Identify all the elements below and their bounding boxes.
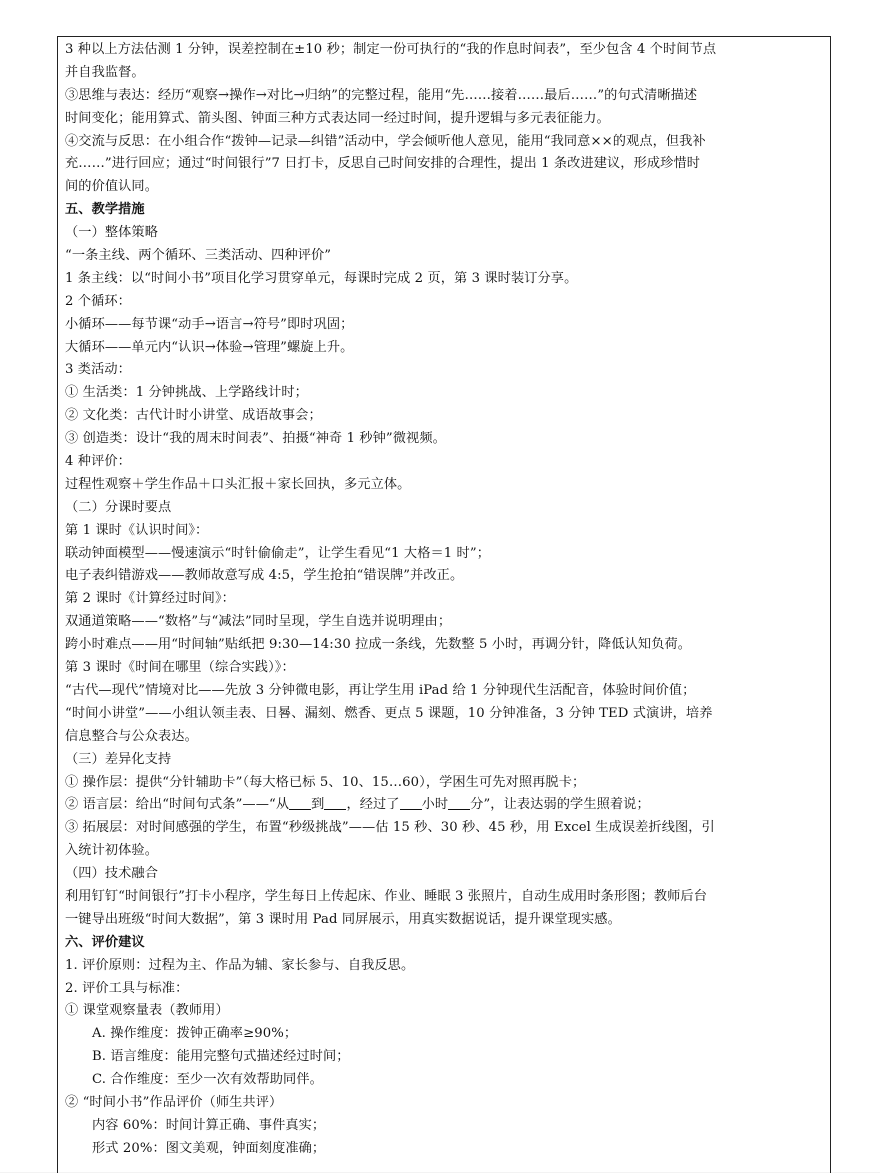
fill-in-blank <box>400 796 422 810</box>
text-line: 入统计初体验。 <box>65 843 159 859</box>
text-segment: ，经过了 <box>346 797 400 813</box>
text-line <box>65 794 825 817</box>
section-heading: 五、教学措施 <box>65 202 145 218</box>
text-line: 2 个循环： <box>65 293 131 309</box>
text-line: “时间小讲堂”——小组认领圭表、日晷、漏刻、燃香、更点 5 课题，10 分钟准备，3 分钟 TED 式演讲，培养 <box>65 705 713 721</box>
text-line: B. 语言维度：能用完整句式描述经过时间； <box>92 1049 350 1065</box>
text-line: A. 操作维度：拨钟正确率≥90%； <box>92 1026 298 1042</box>
text-line: 双通道策略——“数格”与“减法”同时呈现，学生自选并说明理由； <box>65 614 452 630</box>
text-line: ② 文化类：古代计时小讲堂、成语故事会； <box>65 408 322 424</box>
text-segment: ② 语言层：给出“时间句式条”——“从 <box>65 797 290 813</box>
text-line: 大循环——单元内“认识→体验→管理”螺旋上升。 <box>65 339 354 355</box>
text-line: 小循环——每节课“动手→语言→符号”即时巩固； <box>65 316 354 332</box>
fill-in-blank <box>324 796 346 810</box>
text-line: 第 2 课时《计算经过时间》： <box>65 591 235 607</box>
fill-in-blank <box>289 796 311 810</box>
text-line: 内容 60%：时间计算正确、事件真实； <box>92 1117 326 1133</box>
text-line: 过程性观察＋学生作品＋口头汇报＋家长回执，多元立体。 <box>65 476 411 492</box>
text-line: 电子表纠错游戏——教师故意写成 4:5，学生抢拍“错误牌”并改正。 <box>65 568 464 584</box>
text-line: 3 种以上方法估测 1 分钟，误差控制在±10 秒；制定一份可执行的“我的作息时间表”，至少包含 4 个时间节点 <box>65 42 717 57</box>
text-line: 充……”进行回应；通过“时间银行”7 日打卡，反思自己时间安排的合理性，提出 1 条改进建议，形成珍惜时 <box>65 156 701 172</box>
text-line: 信息整合与公众表达。 <box>65 728 198 744</box>
text-segment: 小时 <box>421 797 449 813</box>
text-line: 2. 评价工具与标准： <box>65 980 189 996</box>
text-line: ① 操作层：提供“分针辅助卡”（每大格已标 5、10、15…60），学困生可先对照再脱卡； <box>65 774 586 790</box>
document-body <box>65 39 825 1161</box>
text-segment: 到 <box>311 797 325 813</box>
text-line: 1 条主线：以“时间小书”项目化学习贯穿单元，每课时完成 2 页，第 3 课时装订分享。 <box>65 270 578 286</box>
text-line: 3 类活动： <box>65 362 131 378</box>
text-line: 形式 20%：图文美观，钟面刻度准确； <box>92 1140 326 1156</box>
text-line: ① 课堂观察量表（教师用） <box>65 1003 229 1019</box>
table-cell-frame <box>57 36 831 1173</box>
text-line: ③ 拓展层：对时间感强的学生，布置“秒级挑战”——估 15 秒、30 秒、45 秒，用 Excel 生成误差折线图，引 <box>65 820 715 836</box>
text-line: ① 生活类：1 分钟挑战、上学路线计时； <box>65 385 308 401</box>
text-line: ② “时间小书”作品评价（师生共评） <box>65 1094 283 1110</box>
text-line: “古代—现代”情境对比——先放 3 分钟微电影，再让学生用 iPad 给 1 分钟现代生活配音，体验时间价值； <box>65 682 696 698</box>
text-line: 联动钟面模型——慢速演示“时针偷偷走”，让学生看见“1 大格＝1 时”； <box>65 545 490 561</box>
text-line: C. 合作维度：至少一次有效帮助同伴。 <box>92 1072 323 1088</box>
text-line: “一条主线、两个循环、三类活动、四种评价” <box>65 248 332 264</box>
text-line: 第 3 课时《时间在哪里（综合实践）》： <box>65 660 295 676</box>
text-line: （一）整体策略 <box>65 225 159 241</box>
text-line: 1. 评价原则：过程为主、作品为辅、家长参与、自我反思。 <box>65 957 415 973</box>
text-line: 4 种评价： <box>65 454 131 470</box>
text-line: 利用钉钉“时间银行”打卡小程序，学生每日上传起床、作业、睡眠 3 张照片，自动生成用时条形图；教师后台 <box>65 888 707 904</box>
text-line: 并自我监督。 <box>65 64 145 80</box>
text-line: ③ 创造类：设计“我的周末时间表”、拍摄“神奇 1 秒钟”微视频。 <box>65 431 446 447</box>
text-line: 间的价值认同。 <box>65 179 159 195</box>
text-line: 第 1 课时《认识时间》： <box>65 522 209 538</box>
text-line: ③思维与表达：经历“观察→操作→对比→归纳”的完整过程，能用“先……接着……最后……”的句式清晰描述 <box>65 87 698 103</box>
text-line: （二）分课时要点 <box>65 499 172 515</box>
text-line: （四）技术融合 <box>65 866 159 882</box>
fill-in-blank <box>448 796 470 810</box>
text-line: 时间变化；能用算式、箭头图、钟面三种方式表达同一经过时间，提升逻辑与多元表征能力。 <box>65 110 610 126</box>
text-segment: 分”，让表达弱的学生照着说； <box>470 797 650 813</box>
text-line: ④交流与反思：在小组合作“拨钟—记录—纠错”活动中，学会倾听他人意见，能用“我同意××的观点，但我补 <box>65 133 706 149</box>
text-line: （三）差异化支持 <box>65 751 172 767</box>
text-line: 跨小时难点——用“时间轴”贴纸把 9:30—14:30 拉成一条线，先数整 5 小时，再调分针，降低认知负荷。 <box>65 637 692 653</box>
section-heading: 六、评价建议 <box>65 934 145 950</box>
text-line: 一键导出班级“时间大数据”，第 3 课时用 Pad 同屏展示，用真实数据说话，提升课堂现实感。 <box>65 911 621 927</box>
